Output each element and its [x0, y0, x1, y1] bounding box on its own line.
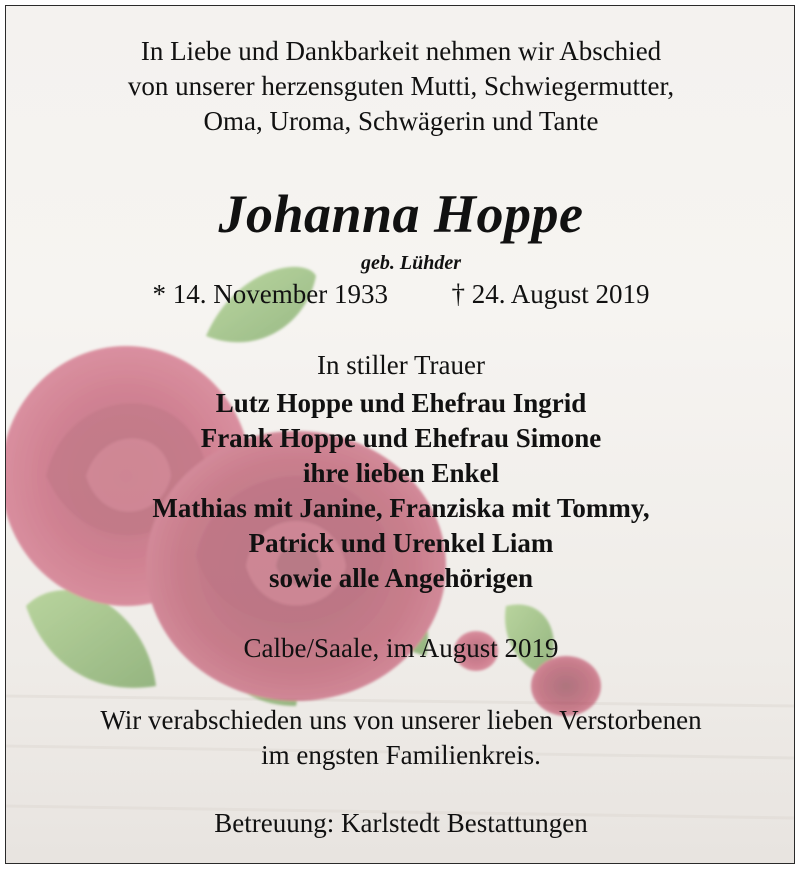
- mourner-line: sowie alle Angehörigen: [269, 563, 533, 593]
- mourner-line: Lutz Hoppe und Ehefrau Ingrid: [215, 388, 587, 418]
- death-date: † 24. August 2019: [451, 279, 650, 309]
- intro-line-2: von unserer herzensguten Mutti, Schwiegermutter,: [127, 71, 675, 101]
- undertaker-credit: Betreuung: Karlstedt Bestattungen: [214, 808, 588, 838]
- mourner-line: Mathias mit Janine, Franziska mit Tommy,: [152, 493, 650, 523]
- mourner-line: Frank Hoppe und Ehefrau Simone: [200, 423, 602, 453]
- intro-line-1: In Liebe und Dankbarkeit nehmen wir Abschied: [140, 36, 662, 66]
- intro-line-3: Oma, Uroma, Schwägerin und Tante: [203, 106, 599, 136]
- farewell-line-2: im engsten Familienkreis.: [261, 740, 541, 770]
- deceased-name: Johanna Hoppe: [218, 184, 584, 244]
- birth-date: * 14. November 1933: [152, 279, 388, 309]
- mourner-line: Patrick und Urenkel Liam: [248, 528, 554, 558]
- mourners-heading: In stiller Trauer: [317, 350, 485, 380]
- mourner-line: ihre lieben Enkel: [302, 458, 500, 488]
- maiden-name: geb. Lühder: [361, 252, 461, 274]
- farewell-line-1: Wir verabschieden uns von unserer lieben Verstorbenen: [100, 705, 702, 735]
- place-and-date: Calbe/Saale, im August 2019: [243, 633, 559, 663]
- obituary-frame: [5, 5, 795, 864]
- life-dates: [6, 278, 795, 310]
